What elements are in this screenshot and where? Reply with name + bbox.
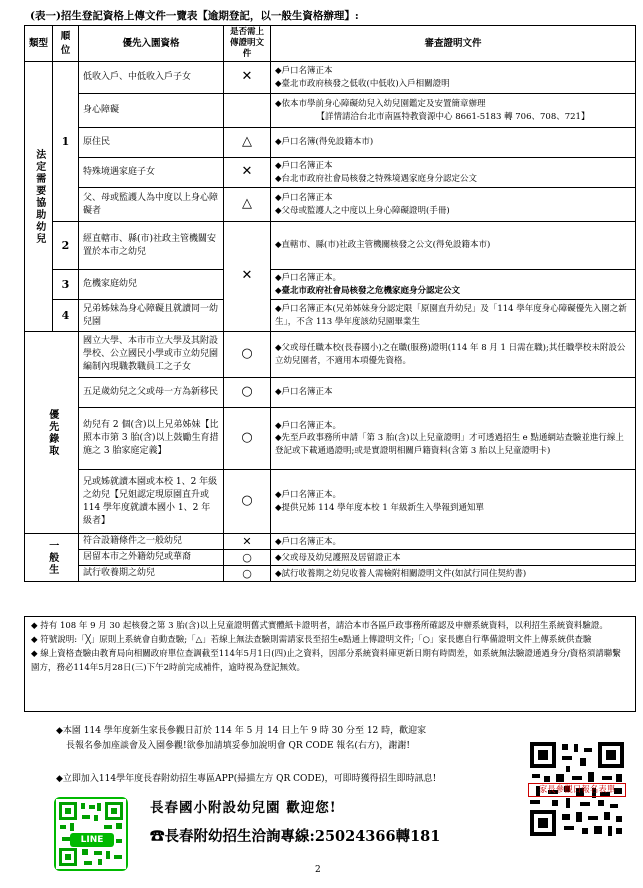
qualification-cell: 國立大學、本市市立大學及其附設學校、公立國民小學或市立幼兒園編制內現職教職員工之子女 — [79, 332, 224, 378]
documents-cell — [271, 62, 636, 94]
order-number: 4 — [53, 300, 79, 332]
upload-symbol: △ — [224, 128, 271, 158]
table-row — [25, 332, 636, 378]
note-line: ◆ 線上資格查驗由教育局向相關政府單位查調截至114年5月1日(四)止之資料，因部分系統資料庫更新日期有時間差，如系統無法驗證通過身分/資格須請聯繫園方，務必114年5月28日(三)下午2時前完成補件，逾時視為登記無效。 — [31, 649, 621, 673]
document-line: ◆臺北市政府社會局核發之危機家庭身分認定公文 — [275, 285, 461, 296]
header-documents: 審查證明文件 — [271, 26, 636, 62]
document-line: ◆父或母及幼兒護照及居留證正本 — [275, 552, 401, 563]
documents-cell — [271, 470, 636, 534]
qualification-cell: 幼兒有 2 個(含)以上兄弟姊妹【比照本市第 3 胎(含)以上鼓勵生育措施之 3 胎家庭定義】 — [79, 408, 224, 470]
qualification-cell: 低收入戶、中低收入戶子女 — [79, 62, 224, 94]
table-caption: (表一)招生登記資格上傳文件一覽表【逾期登記，以一般生資格辦理】: — [30, 10, 359, 22]
document-line: ◆先至戶政事務所申請「第 3 胎(含)以上兒童證明」才可透過招生 e 點通網站查驗並進行線上登記或下載通過證明;或是實證明相關戶籍資料(含第 3 胎以上兒童證明卡) — [275, 433, 624, 456]
qr-code-label: 家長參觀日報名表單 — [528, 783, 626, 797]
documents-cell — [271, 408, 636, 470]
header-qualification: 優先入園資格 — [79, 26, 224, 62]
qualification-cell: 危機家庭幼兒 — [79, 270, 224, 300]
upload-symbol: ✕ — [224, 222, 271, 332]
document-line: ◆試行收養期之幼兒收養人需檢附相關證明文件(如試行同住契約書) — [275, 568, 527, 579]
document-line: ◆台北市政府社會局核發之特殊境遇家庭身分認定公文 — [275, 173, 478, 184]
upload-symbol: ○ — [224, 378, 271, 408]
documents-cell — [271, 158, 636, 188]
document-line: ◆戶口名簿正本。 — [275, 490, 342, 501]
document-line: ◆戶口名簿正本 — [275, 161, 333, 172]
documents-cell — [271, 222, 636, 270]
qualification-cell: 父、母或監護人為中度以上身心障礙者 — [79, 188, 224, 222]
document-line: 【詳情請洽台北市南區特教資源中心 8661-5183 轉 706、708、721】 — [316, 111, 590, 122]
upload-symbol: ○ — [224, 332, 271, 378]
header-upload: 是否需上傳證明文件 — [224, 26, 271, 62]
document-line: ◆戶口名簿正本。 — [275, 536, 342, 547]
qualification-cell: 特殊境遇家庭子女 — [79, 158, 224, 188]
enrollment-hotline: ☎長春附幼招生洽詢專線:25024366轉181 — [150, 828, 441, 845]
qualification-cell: 五足歲幼兒之父或母一方為新移民 — [79, 378, 224, 408]
table-row — [25, 378, 636, 408]
document-line: ◆戶口名簿正本(兄弟姊妹身分認定限「原園直升幼兒」及「114 學年度身心障礙優先入園之新生」，不含 113 學年度該幼兒園畢業生 — [275, 304, 627, 327]
document-line: ◆依本市學前身心障礙幼兒入幼兒園鑑定及安置簡章辦理 — [275, 99, 486, 110]
notes-box — [24, 616, 636, 712]
qualification-cell: 經直轄市、縣(市)社政主管機關安置於本市之幼兒 — [79, 222, 224, 270]
table-row — [25, 128, 636, 158]
upload-symbol — [224, 94, 271, 128]
order-number: 1 — [53, 62, 79, 222]
document-line: ◆戶口名簿正本 — [275, 193, 333, 204]
group-label-general: 一般生 — [25, 534, 79, 582]
table-row — [25, 188, 636, 222]
upload-symbol: ○ — [224, 550, 271, 566]
documents-cell — [271, 332, 636, 378]
page-number: 2 — [315, 865, 321, 875]
documents-cell — [271, 378, 636, 408]
table-row — [25, 408, 636, 470]
table-row — [25, 550, 636, 566]
info-line: ◆立即加入114學年度長春附幼招生專區APP(掃描左方 QR CODE)，可即時獲得招生即時訊息! — [56, 774, 437, 784]
documents-cell — [271, 128, 636, 158]
document-line: ◆戶口名簿正本 — [275, 387, 333, 398]
qualification-cell: 兄或姊就讀本園或本校 1、2 年級之幼兒【兄姐認定現原園直升或 114 學年度就讀本國小 1、2 年級者】 — [79, 470, 224, 534]
upload-symbol: ✕ — [224, 534, 271, 550]
table-header-row — [25, 26, 636, 62]
table-row — [25, 534, 636, 550]
note-line: ◆ 持有 108 年 9 月 30 起核發之第 3 胎(含)以上兒童證明舊式實體紙卡證明者，請洽本市各區戶政事務所確認及申辦系統資料，以利招生系統資料驗證。 — [31, 621, 608, 631]
line-badge: LINE — [70, 833, 114, 847]
document-line: ◆戶口名簿正本。 — [275, 273, 342, 284]
document-line: ◆直轄市、縣(市)社政主管機關核發之公文(得免設籍本市) — [275, 240, 491, 251]
documents-cell — [271, 534, 636, 550]
documents-cell — [271, 566, 636, 582]
info-line: ◆本園 114 學年度新生家長參觀日訂於 114 年 5 月 14 日上午 9 時 30 分至 12 時，歡迎家 — [56, 726, 427, 736]
note-line: ◆ 符號說明:「╳」原則上系統會自動查驗;「△」若線上無法查驗則需請家長至招生e點通上傳證明文件;「○」家長應自行準備證明文件上傳系統供查驗 — [31, 635, 592, 646]
document-line: ◆父或母任職本校(長春國小)之在職(服務)證明(114 年 8 月 1 日需在職);其任職學校未附設公立幼兒園者，不適用本項優先資格。 — [275, 343, 626, 366]
qualification-cell: 身心障礙 — [79, 94, 224, 128]
table-row — [25, 222, 636, 270]
header-order: 順位 — [53, 26, 79, 62]
documents-cell — [271, 94, 636, 128]
document-line: ◆提供兄姊 114 學年度本校 1 年級新生入學報到通知單 — [275, 502, 484, 513]
order-number: 3 — [53, 270, 79, 300]
info-line: 長報名參加座談會及入園參觀!欲參加請填妥參加說明會 QR CODE 報名(右方)，謝謝! — [66, 741, 411, 752]
qualification-table — [24, 25, 636, 582]
table-row — [25, 300, 636, 332]
documents-cell — [271, 188, 636, 222]
upload-symbol: ○ — [224, 566, 271, 582]
upload-symbol: △ — [224, 188, 271, 222]
document-line: ◆父母或監護人之中度以上身心障礙證明(手冊) — [275, 205, 450, 216]
table-row — [25, 158, 636, 188]
open-house-info — [56, 724, 426, 755]
table-row — [25, 94, 636, 128]
order-number: 2 — [53, 222, 79, 270]
documents-cell — [271, 550, 636, 566]
document-line: ◆臺北市政府核發之低收(中低收)入戶相關證明 — [275, 78, 450, 89]
school-welcome: 長春國小附設幼兒園 歡迎您! — [150, 800, 337, 816]
upload-symbol: ✕ — [224, 158, 271, 188]
upload-symbol: ○ — [224, 470, 271, 534]
qualification-cell: 試行收養期之幼兒 — [79, 566, 224, 582]
qualification-cell: 兄弟姊妹為身心障礙且就讀同一幼兒園 — [79, 300, 224, 332]
documents-cell — [271, 300, 636, 332]
group-label-priority: 優先錄取 — [25, 332, 79, 534]
document-line: ◆戶口名簿正本。 — [275, 421, 342, 432]
document-line: ◆戶口名簿(得免設籍本市) — [275, 137, 374, 148]
qualification-cell: 符合設籍條件之一般幼兒 — [79, 534, 224, 550]
table-row — [25, 470, 636, 534]
qualification-cell: 居留本市之外籍幼兒或華裔 — [79, 550, 224, 566]
group-label-legal: 法定需要協助幼兒 — [25, 62, 53, 332]
upload-symbol: ○ — [224, 408, 271, 470]
table-row — [25, 270, 636, 300]
table-row — [25, 62, 636, 94]
document-line: ◆戶口名簿正本 — [275, 66, 333, 77]
documents-cell — [271, 270, 636, 300]
upload-symbol: ✕ — [224, 62, 271, 94]
app-info — [56, 772, 436, 787]
qualification-cell: 原住民 — [79, 128, 224, 158]
table-row — [25, 566, 636, 582]
header-type: 類型 — [25, 26, 53, 62]
